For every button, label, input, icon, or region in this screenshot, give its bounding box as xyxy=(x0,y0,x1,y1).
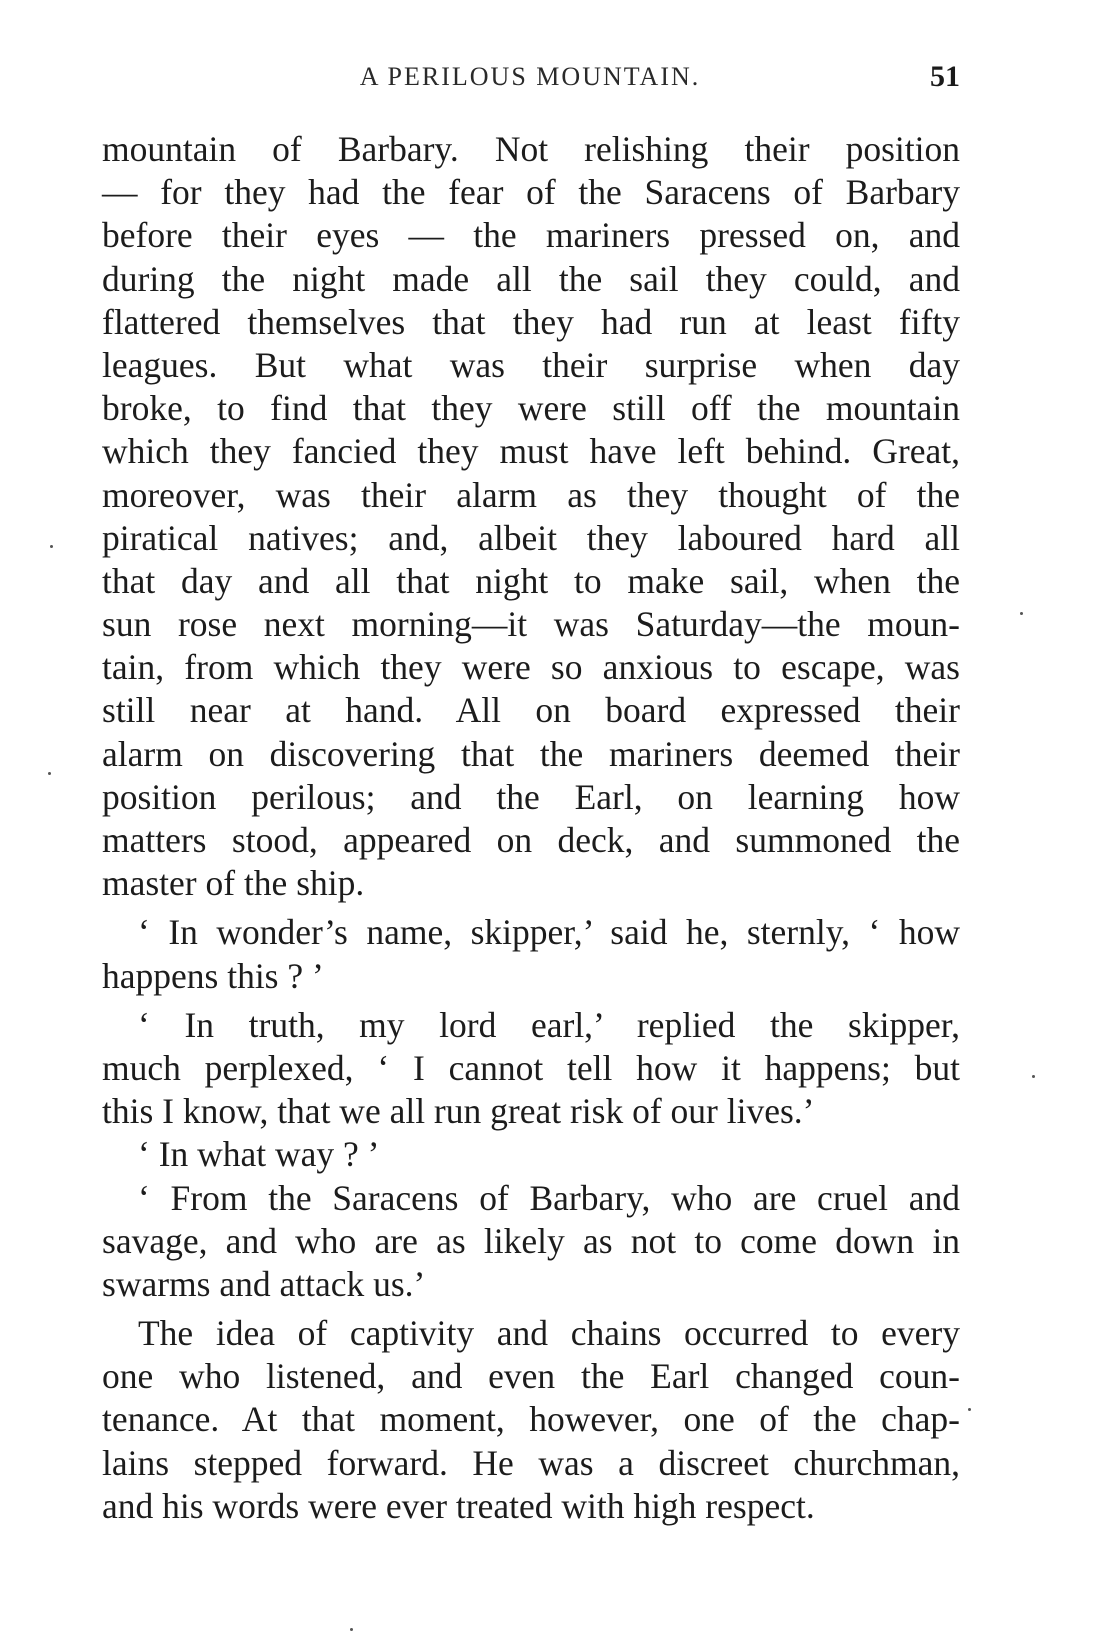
print-speck xyxy=(1020,612,1023,615)
text-line: ‘ In what way ? ’ xyxy=(138,1134,380,1175)
paragraph xyxy=(102,911,960,997)
paragraph xyxy=(102,1312,960,1528)
paragraph xyxy=(102,1004,960,1134)
paragraph xyxy=(102,128,960,905)
paragraph xyxy=(102,1177,960,1307)
print-speck xyxy=(48,772,51,775)
text-line: one who listened, and even the Earl changed coun- xyxy=(102,1356,960,1397)
text-line: during the night made all the sail they could, and xyxy=(102,258,960,299)
text-line: The idea of captivity and chains occurred to every xyxy=(138,1313,960,1354)
text-line: this I know, that we all run great risk of our lives.’ xyxy=(102,1091,815,1132)
text-line: swarms and attack us.’ xyxy=(102,1263,426,1304)
text-line: still near at hand. All on board expressed their xyxy=(102,690,960,731)
text-line: which they fancied they must have left behind. Great, xyxy=(102,431,960,472)
text-line: sun rose next morning—it was Saturday—the moun- xyxy=(102,604,960,645)
text-line: much perplexed, ‘ I cannot tell how it happens; but xyxy=(102,1047,960,1088)
print-speck xyxy=(1032,1075,1035,1078)
text-line: position perilous; and the Earl, on learning how xyxy=(102,776,960,817)
running-title: A PERILOUS MOUNTAIN. xyxy=(359,62,701,91)
text-line: matters stood, appeared on deck, and summoned the xyxy=(102,820,960,860)
running-head xyxy=(100,62,960,102)
print-speck xyxy=(350,1628,353,1631)
page-number: 51 xyxy=(930,60,960,93)
text-line: lains stepped forward. He was a discreet churchman, xyxy=(102,1442,960,1483)
text-line: master of the ship. xyxy=(102,863,365,904)
print-speck xyxy=(968,1408,971,1411)
text-line: before their eyes — the mariners pressed on, and xyxy=(102,215,960,256)
text-line: happens this ? ’ xyxy=(102,955,324,996)
text-line: leagues. But what was their surprise when day xyxy=(102,344,960,385)
text-line: ‘ From the Saracens of Barbary, who are cruel and xyxy=(138,1177,960,1218)
text-line: — for they had the fear of the Saracens of Barbary xyxy=(102,172,960,213)
print-speck xyxy=(50,545,53,548)
text-line: broke, to find that they were still off the mountain xyxy=(102,388,960,429)
text-line: mountain of Barbary. Not relishing their position xyxy=(102,129,960,169)
body-text xyxy=(102,128,960,1528)
text-line: alarm on discovering that the mariners deemed their xyxy=(102,733,960,774)
text-line: ‘ In wonder’s name, skipper,’ said he, sternly, ‘ how xyxy=(138,912,960,953)
text-line: savage, and who are as likely as not to come down in xyxy=(102,1220,960,1261)
text-line: ‘ In truth, my lord earl,’ replied the skipper, xyxy=(138,1004,960,1045)
text-line: that day and all that night to make sail, when the xyxy=(102,560,960,601)
text-line: tain, from which they were so anxious to escape, was xyxy=(102,647,960,688)
paragraph xyxy=(102,1133,960,1176)
text-line: flattered themselves that they had run at least fifty xyxy=(102,301,960,342)
text-line: and his words were ever treated with high respect. xyxy=(102,1485,815,1526)
text-line: moreover, was their alarm as they thought of the xyxy=(102,474,960,515)
text-line: piratical natives; and, albeit they laboured hard all xyxy=(102,517,960,558)
text-line: tenance. At that moment, however, one of the chap- xyxy=(102,1399,960,1440)
